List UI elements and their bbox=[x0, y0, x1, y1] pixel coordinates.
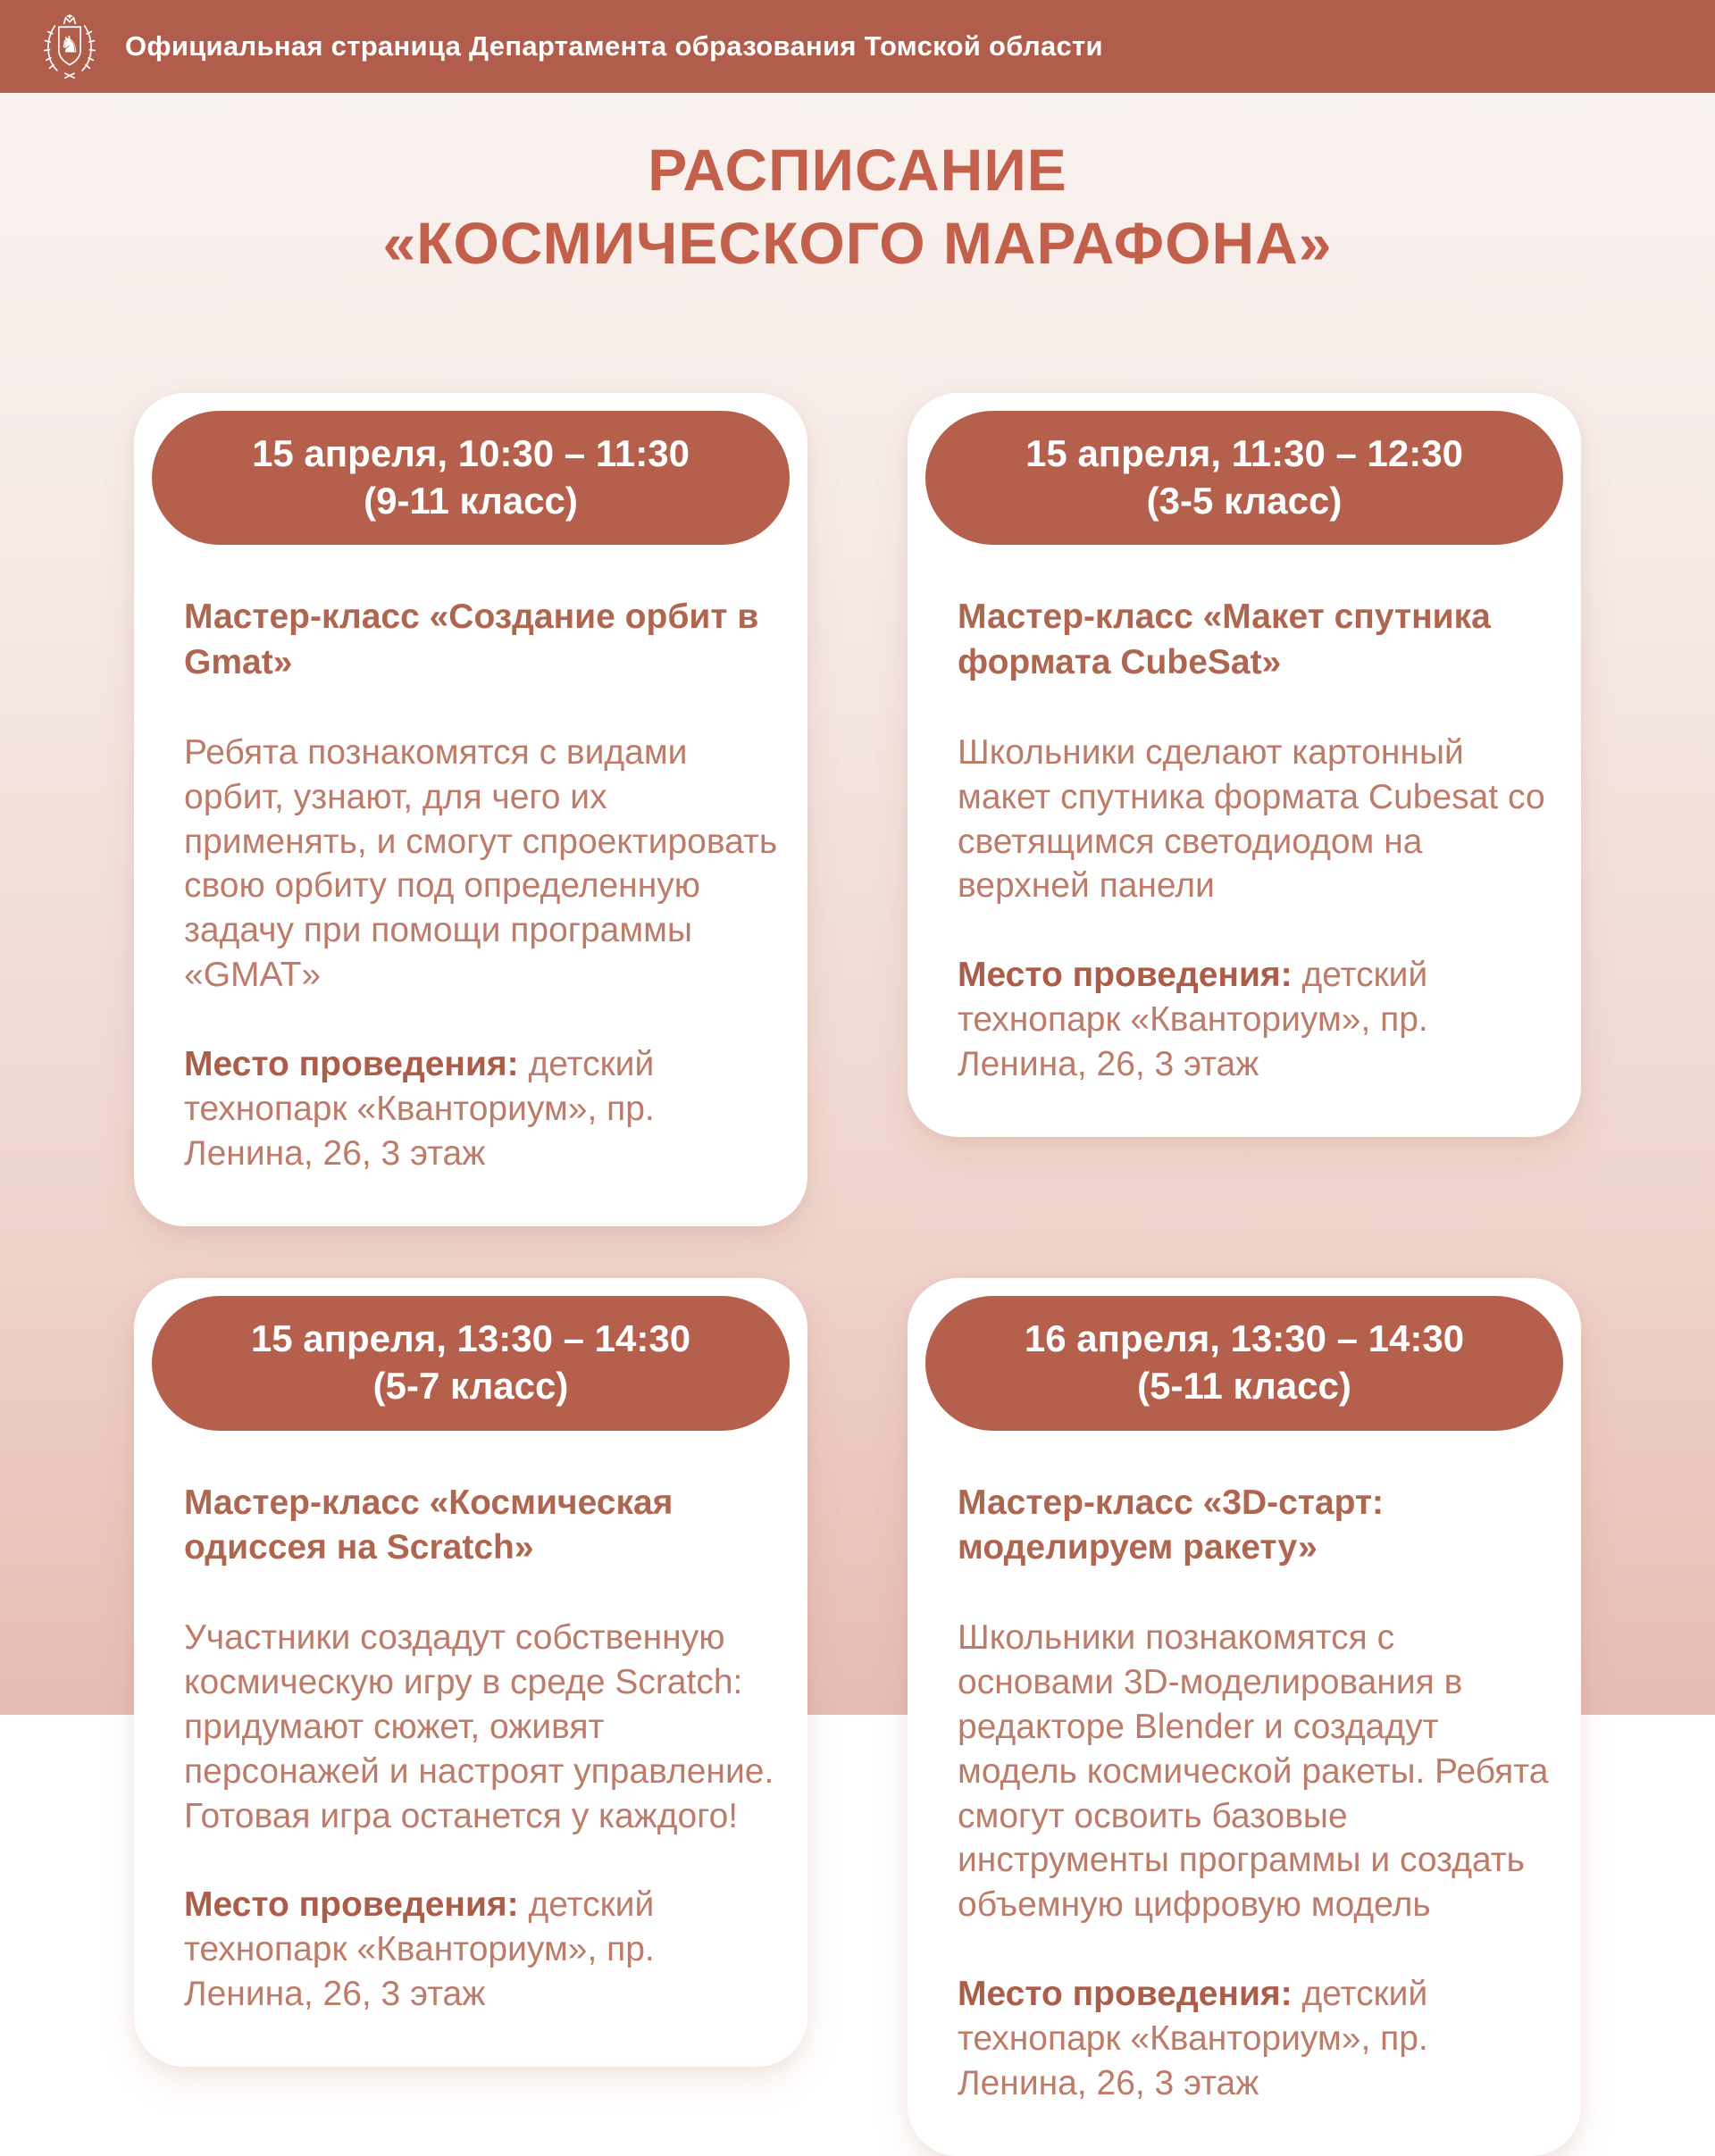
event-card-1-datetime-pill bbox=[152, 411, 790, 546]
event-card-2-datetime-pill bbox=[925, 411, 1563, 546]
event-location-label: Место проведения: bbox=[958, 956, 1293, 995]
event-grades: (5-11 класс) bbox=[1137, 1365, 1351, 1408]
event-card-3-datetime-pill bbox=[152, 1296, 790, 1431]
event-date-time: 15 апреля, 13:30 – 14:30 bbox=[250, 1316, 691, 1359]
event-card-4-datetime-pill bbox=[925, 1296, 1563, 1431]
event-location-text: детский технопарк «Кванториум», пр. Ленина, 26, 3 этаж bbox=[958, 1975, 1428, 2103]
event-card-4-body bbox=[908, 1481, 1581, 2106]
event-location bbox=[958, 1972, 1552, 2106]
event-card-1 bbox=[134, 393, 807, 1226]
event-title: Мастер-класс «Макет спутника формата CubeSat» bbox=[958, 597, 1491, 681]
event-date-time: 15 апреля, 11:30 – 12:30 bbox=[1025, 431, 1463, 474]
event-location bbox=[184, 1883, 779, 2017]
event-card-4 bbox=[908, 1278, 1581, 2156]
event-card-1-body bbox=[134, 595, 807, 1176]
page-title bbox=[0, 134, 1715, 280]
event-description: Школьники сделают картонный макет спутника формата Cubesat со светящимся светодиодом на верхней панели bbox=[958, 732, 1545, 906]
tomsk-coat-of-arms-icon bbox=[41, 14, 98, 79]
official-page-banner bbox=[0, 0, 1715, 93]
official-page-label: Официальная страница Департамента образования Томской области bbox=[125, 30, 1103, 62]
event-card-3 bbox=[134, 1278, 807, 2067]
event-location-text: детский технопарк «Кванториум», пр. Ленина, 26, 3 этаж bbox=[958, 956, 1428, 1084]
event-description: Участники создадут собственную космическую игру в среде Scratch: придумают сюжет, оживят персонажей и настроят управление. Готовая игра останется у каждого! bbox=[184, 1617, 774, 1835]
event-card-3-body bbox=[134, 1481, 807, 2018]
event-title: Мастер-класс «Создание орбит в Gmat» bbox=[184, 597, 759, 681]
event-location bbox=[184, 1042, 779, 1176]
event-title: Мастер-класс «Космическая одиссея на Scratch» bbox=[184, 1483, 673, 1567]
event-card-2-body bbox=[908, 595, 1581, 1087]
event-card-2 bbox=[908, 393, 1581, 1137]
event-location-text: детский технопарк «Кванториум», пр. Ленина, 26, 3 этаж bbox=[184, 1885, 655, 2014]
svg-text:♞: ♞ bbox=[59, 31, 80, 59]
event-grades: (5-7 класс) bbox=[372, 1365, 569, 1408]
event-location bbox=[958, 953, 1552, 1087]
event-location-label: Место проведения: bbox=[184, 1885, 519, 1925]
event-description: Ребята познакомятся с видами орбит, узнают, для чего их применять, и смогут спроектировать свою орбиту под определенную задачу при помощи программы «GMAT» bbox=[184, 732, 778, 995]
event-location-text: детский технопарк «Кванториум», пр. Ленина, 26, 3 этаж bbox=[184, 1045, 655, 1173]
schedule-grid bbox=[134, 393, 1581, 2156]
event-location-label: Место проведения: bbox=[958, 1975, 1293, 2014]
event-grades: (3-5 класс) bbox=[1146, 479, 1343, 522]
event-date-time: 15 апреля, 10:30 – 11:30 bbox=[252, 431, 690, 474]
page-title-line2: «КОСМИЧЕСКОГО МАРАФОНА» bbox=[382, 209, 1333, 276]
page-title-line1: РАСПИСАНИЕ bbox=[648, 137, 1067, 203]
event-title: Мастер-класс «3D-старт: моделируем ракету» bbox=[958, 1483, 1385, 1567]
event-location-label: Место проведения: bbox=[184, 1045, 519, 1084]
event-grades: (9-11 класс) bbox=[364, 479, 578, 522]
event-date-time: 16 апреля, 13:30 – 14:30 bbox=[1024, 1316, 1465, 1359]
event-description: Школьники познакомятся с основами 3D-моделирования в редакторе Blender и создадут модель космической ракеты. Ребята смогут освоить базовые инструменты программы и создать объемную цифровую модель bbox=[958, 1617, 1549, 1925]
